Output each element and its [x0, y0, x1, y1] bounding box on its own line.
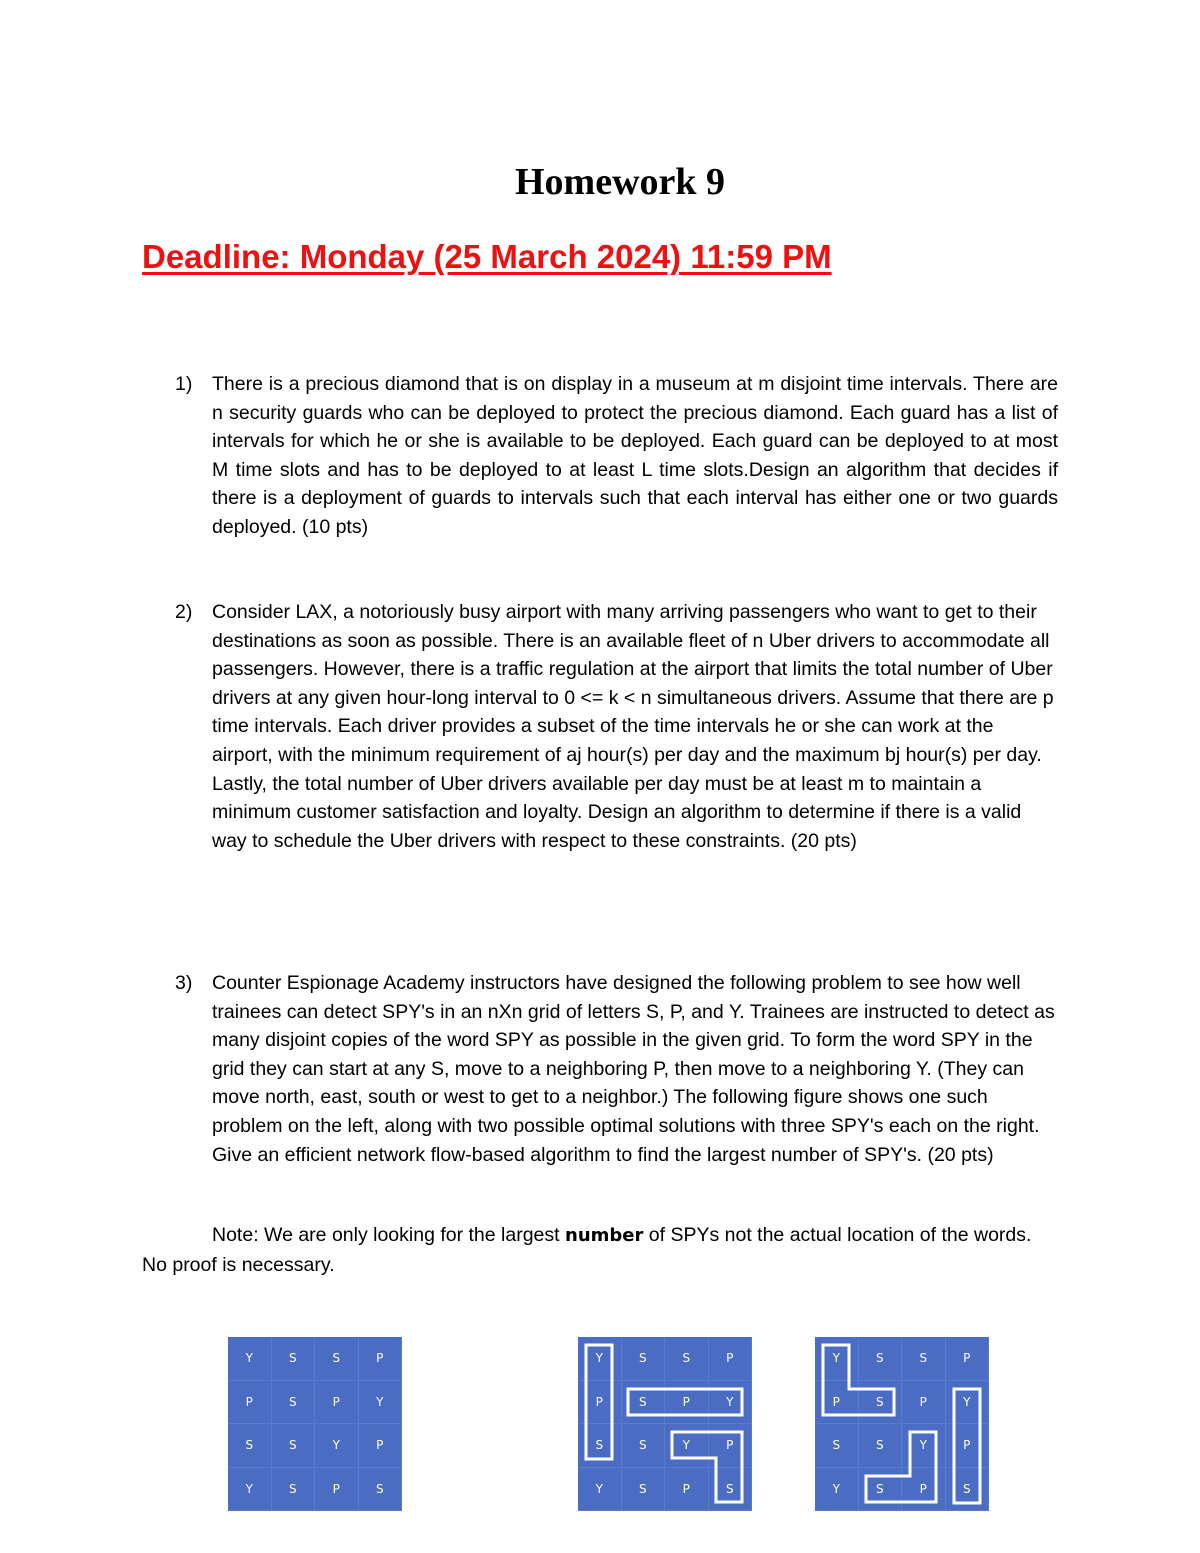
grid-cell: P: [902, 1381, 946, 1425]
deadline-heading: Deadline: Monday (25 March 2024) 11:59 PM: [142, 238, 832, 275]
grid-cell: P: [359, 1424, 403, 1468]
grid-cell: Y: [578, 1468, 622, 1512]
grid-cell: P: [578, 1381, 622, 1425]
spy-grid-solution-1: [578, 1337, 752, 1511]
grid-cell: S: [665, 1337, 709, 1381]
grid-cell: P: [709, 1337, 753, 1381]
grid-cell: P: [946, 1337, 990, 1381]
grid-cell: S: [859, 1381, 903, 1425]
grid-cell: S: [815, 1424, 859, 1468]
spy-grid-problem: [228, 1337, 402, 1511]
grid-cell: S: [272, 1468, 316, 1512]
page-title: Homework 9: [514, 161, 726, 203]
grid-cell: S: [946, 1468, 990, 1512]
grid-cell: P: [815, 1381, 859, 1425]
grid-cell: S: [622, 1381, 666, 1425]
grid-cell: P: [665, 1468, 709, 1512]
grid-cell: S: [859, 1424, 903, 1468]
grid-cell: Y: [228, 1337, 272, 1381]
question-2-text: Consider LAX, a notoriously busy airport with many arriving passengers who want to get to their destinations as soon as possible. There is an available fleet of n Uber drivers to accommodate all passengers. However, there is a traffic regulation at the airport that limits the total number of Uber drivers at any given hour-long interval to 0 <= k < n simultaneous drivers. Assume that there are p time intervals. Each driver provides a subset of the time intervals he or she can work at the airport, with the minimum requirement of aj hour(s) per day and the maximum bj hour(s) per day. Lastly, the total number of Uber drivers available per day must be at least m to maintain a minimum customer satisfaction and loyalty. Design an algorithm to determine if there is a valid way to schedule the Uber drivers with respect to these constraints. (20 pts): [212, 601, 1054, 852]
grid-cell: S: [859, 1337, 903, 1381]
grid-cell: Y: [902, 1424, 946, 1468]
grid-cell: S: [315, 1337, 359, 1381]
grid-cell: S: [622, 1424, 666, 1468]
grid-cell: Y: [578, 1337, 622, 1381]
grid-cell: S: [709, 1468, 753, 1512]
question-3-number: 3): [175, 972, 193, 994]
grid-cell: S: [359, 1468, 403, 1512]
grid-cell: Y: [315, 1424, 359, 1468]
grid-cell: S: [859, 1468, 903, 1512]
grid-cell: P: [902, 1468, 946, 1512]
grid-cell: P: [315, 1381, 359, 1425]
grid-cell: P: [709, 1424, 753, 1468]
grid-cell: Y: [359, 1381, 403, 1425]
question-1-text: There is a precious diamond that is on display in a museum at m disjoint time intervals. There are n security guards who can be deployed to protect the precious diamond. Each guard has a list of intervals for which he or she is available to be deployed. Each guard can be deployed to at most M time slots and has to be deployed to at least L time slots.Design an algorithm that decides if there is a deployment of guards to intervals such that each interval has either one or two guards deployed. (10 pts): [212, 373, 1058, 538]
grid-cell: Y: [815, 1468, 859, 1512]
grid-cell: Y: [709, 1381, 753, 1425]
grid-cell: P: [665, 1381, 709, 1425]
grid-cell: S: [272, 1424, 316, 1468]
grid-cell: Y: [665, 1424, 709, 1468]
note-paragraph: [142, 1221, 1058, 1279]
note-text-before: Note: We are only looking for the largest: [212, 1224, 565, 1246]
grid-cell: Y: [228, 1468, 272, 1512]
grid-cell: S: [578, 1424, 622, 1468]
grid-cell: P: [315, 1468, 359, 1512]
grid-cell: Y: [815, 1337, 859, 1381]
grid-cell: S: [228, 1424, 272, 1468]
grid-cell: S: [622, 1337, 666, 1381]
question-3-text: Counter Espionage Academy instructors have designed the following problem to see how well trainees can detect SPY's in an nXn grid of letters S, P, and Y. Trainees are instructed to detect as many disjoint copies of the word SPY as possible in the given grid. To form the word SPY in the grid they can start at any S, move to a neighboring P, then move to a neighboring Y. (They can move north, east, south or west to get to a neighbor.) The following figure shows one such problem on the left, along with two possible optimal solutions with three SPY's each on the right. Give an efficient network flow-based algorithm to find the largest number of SPY's. (20 pts): [212, 972, 1055, 1166]
grid-cell: P: [946, 1424, 990, 1468]
question-2-number: 2): [175, 601, 193, 623]
grid-cell: S: [272, 1337, 316, 1381]
note-text-after: of SPYs not the actual location of the words. No proof is necessary.: [142, 1224, 1032, 1276]
grid-cell: S: [622, 1468, 666, 1512]
grid-cell: Y: [946, 1381, 990, 1425]
question-1-number: 1): [175, 373, 193, 395]
grid-cell: S: [272, 1381, 316, 1425]
grid-cell: P: [359, 1337, 403, 1381]
note-bold-word: number: [565, 1225, 644, 1246]
grid-cell: S: [902, 1337, 946, 1381]
spy-grid-solution-2: [815, 1337, 989, 1511]
grid-cell: P: [228, 1381, 272, 1425]
